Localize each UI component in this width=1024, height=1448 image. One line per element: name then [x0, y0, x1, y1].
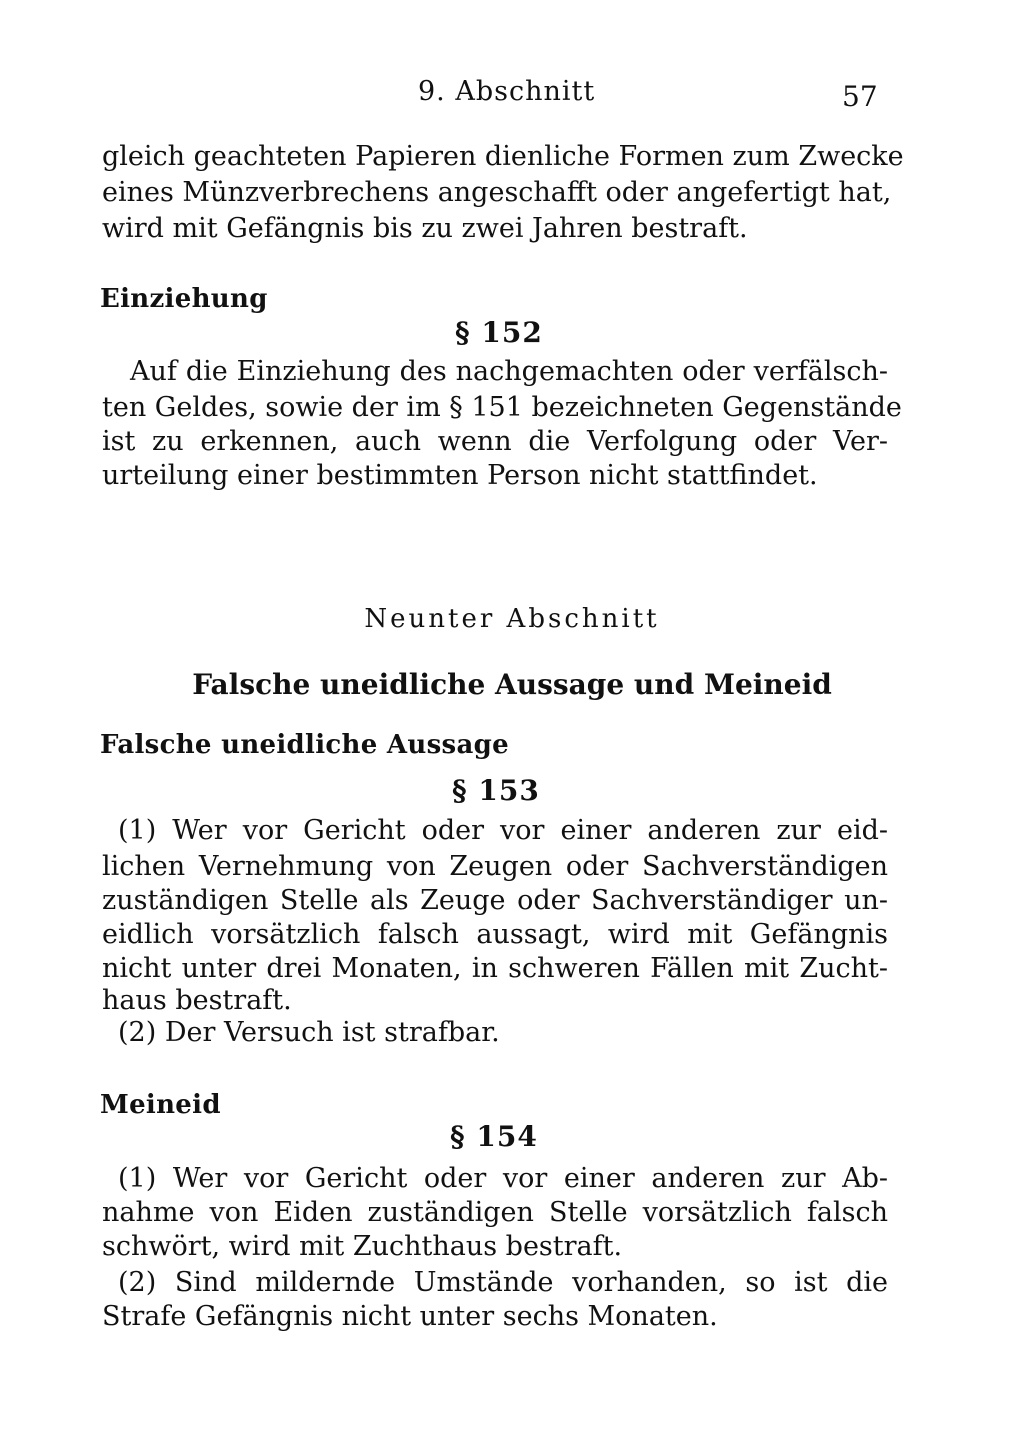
- text-line: ten Geldes, sowie der im § 151 bezeichneten Gegenstände: [102, 392, 902, 423]
- text-line: wird mit Gefängnis bis zu zwei Jahren bestraft.: [102, 213, 748, 244]
- section-heading: Einziehung: [100, 284, 268, 314]
- text-line: (2) Sind mildernde Umstände vorhanden, so ist die: [118, 1267, 888, 1298]
- chapter-label: Neunter Abschnitt: [364, 604, 660, 634]
- section-heading: Meineid: [100, 1090, 221, 1120]
- paragraph-number: § 154: [450, 1120, 538, 1153]
- text-line: Auf die Einziehung des nachgemachten oder verfälsch-: [130, 356, 888, 387]
- text-line: eidlich vorsätzlich falsch aussagt, wird mit Gefängnis: [102, 919, 888, 950]
- text-line: Strafe Gefängnis nicht unter sechs Monaten.: [102, 1301, 718, 1332]
- text-line: ist zu erkennen, auch wenn die Verfolgung oder Ver-: [102, 426, 888, 457]
- text-line: haus bestraft.: [102, 985, 292, 1016]
- page-number: 57: [842, 80, 878, 113]
- text-line: (2) Der Versuch ist strafbar.: [118, 1017, 500, 1048]
- text-line: (1) Wer vor Gericht oder vor einer anderen zur eid-: [118, 815, 888, 846]
- text-line: nahme von Eiden zuständigen Stelle vorsätzlich falsch: [102, 1197, 888, 1228]
- text-line: eines Münzverbrechens angeschafft oder angefertigt hat,: [102, 177, 892, 208]
- text-line: (1) Wer vor Gericht oder vor einer anderen zur Ab-: [118, 1163, 888, 1194]
- paragraph-number: § 152: [455, 316, 543, 349]
- section-heading: Falsche uneidliche Aussage: [100, 730, 509, 760]
- text-line: nicht unter drei Monaten, in schweren Fällen mit Zucht-: [102, 953, 888, 984]
- text-line: gleich geachteten Papieren dienliche Formen zum Zwecke: [102, 141, 904, 172]
- text-line: schwört, wird mit Zuchthaus bestraft.: [102, 1231, 623, 1262]
- text-line: urteilung einer bestimmten Person nicht stattfindet.: [102, 460, 818, 491]
- running-header: 9. Abschnitt: [418, 76, 596, 107]
- text-line: zuständigen Stelle als Zeuge oder Sachverständiger un-: [102, 885, 888, 916]
- chapter-title: Falsche uneidliche Aussage und Meineid: [192, 668, 832, 701]
- text-line: lichen Vernehmung von Zeugen oder Sachverständigen: [102, 851, 888, 882]
- paragraph-number: § 153: [452, 774, 540, 807]
